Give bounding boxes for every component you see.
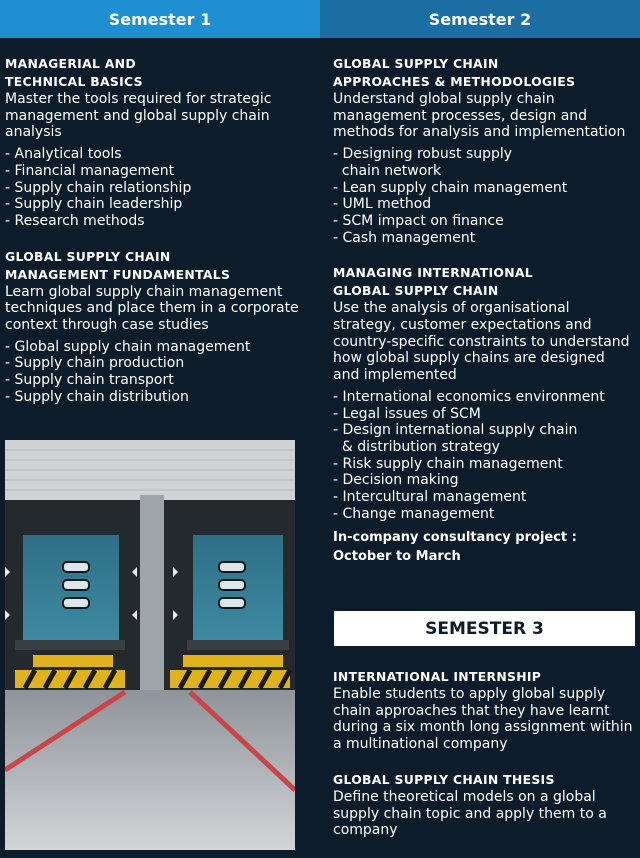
course-managing-international [333, 264, 633, 566]
topic-item: - Supply chain distribution [5, 388, 189, 405]
semester-2-column [333, 55, 633, 566]
topic-item: - UML method [333, 196, 432, 213]
course-title [5, 248, 315, 284]
course-thesis [333, 771, 633, 839]
topic-item: - Supply chain leadership [5, 196, 183, 213]
course-title-line: MANAGEMENT FUNDAMENTALS [5, 266, 231, 282]
topic-item: - Supply chain transport [5, 372, 174, 389]
course-title-line: TECHNICAL BASICS [5, 74, 143, 89]
topic-item: - Supply chain production [5, 355, 185, 372]
course-title-line: APPROACHES & METHODOLOGIES [333, 74, 576, 89]
course-topics [333, 146, 633, 246]
tab-semester-2: Semester 2 [320, 0, 640, 38]
course-title-line: MANAGERIAL AND [5, 56, 136, 71]
course-topics [5, 146, 315, 230]
consultancy-line: In-company consultancy project : [333, 530, 577, 546]
topic-item: - Research methods [5, 212, 145, 229]
topic-item-continued: & distribution strategy [341, 438, 500, 455]
consultancy-line: October to March [333, 549, 461, 565]
course-scm-fundamentals [5, 248, 315, 406]
tab-semester-1: Semester 1 [0, 0, 320, 38]
course-description: Understand global supply chain management processes, design and methods for analysis and implementation [333, 91, 626, 141]
course-title-line: GLOBAL SUPPLY CHAIN [333, 283, 499, 299]
topic-item: - Cash management [333, 229, 476, 246]
course-description: Use the analysis of organisational strategy, customer expectations and country-specific constraints to understand how global supply chains are designed and implemented [333, 300, 630, 384]
semester-1-column [5, 55, 315, 424]
topic-item: - Change management [333, 505, 495, 522]
course-topics [5, 339, 315, 406]
course-managerial-basics [5, 55, 315, 230]
course-title: INTERNATIONAL INTERNSHIP [333, 669, 542, 684]
topic-item-continued: chain network [341, 162, 442, 179]
course-title [5, 55, 315, 91]
topic-item: - Decision making [333, 472, 459, 489]
course-description: Define theoretical models on a global supply chain topic and apply them to a company [333, 788, 607, 839]
semester-3-column [333, 668, 633, 839]
semester-3-header: SEMESTER 3 [334, 611, 635, 646]
course-title-line: MANAGING INTERNATIONAL [333, 265, 533, 281]
topic-item: - Intercultural management [333, 489, 527, 506]
course-international-internship [333, 668, 633, 753]
course-title: GLOBAL SUPPLY CHAIN THESIS [333, 771, 555, 787]
topic-item: - Lean supply chain management [333, 179, 568, 196]
consultancy-project [333, 528, 633, 566]
course-description: Master the tools required for strategic management and global supply chain analysis [5, 91, 272, 141]
course-title [333, 55, 633, 91]
warehouse-loading-dock-image [5, 440, 295, 850]
topic-item: - SCM impact on finance [333, 212, 504, 229]
course-title-line: GLOBAL SUPPLY CHAIN [333, 56, 499, 71]
course-topics [333, 389, 633, 523]
topic-item: - Designing robust supply [333, 146, 513, 163]
course-title-line: GLOBAL SUPPLY CHAIN [5, 248, 171, 264]
topic-item: - Global supply chain management [5, 338, 251, 355]
course-title [333, 264, 633, 300]
topic-item: - Legal issues of SCM [333, 405, 481, 422]
course-description: Learn global supply chain management techniques and place them in a corporate context through case studies [5, 283, 299, 334]
topic-item: - Supply chain relationship [5, 179, 192, 196]
topic-item: - Risk supply chain management [333, 455, 563, 472]
topic-item: - Analytical tools [5, 146, 122, 163]
topic-item: - Financial management [5, 162, 175, 179]
topic-item: - International economics environment [333, 388, 605, 405]
topic-item: - Design international supply chain [333, 422, 578, 439]
course-approaches-methodologies [333, 55, 633, 246]
course-description: Enable students to apply global supply chain approaches that they have learnt during a six month long assignment within a multinational company [333, 686, 633, 753]
